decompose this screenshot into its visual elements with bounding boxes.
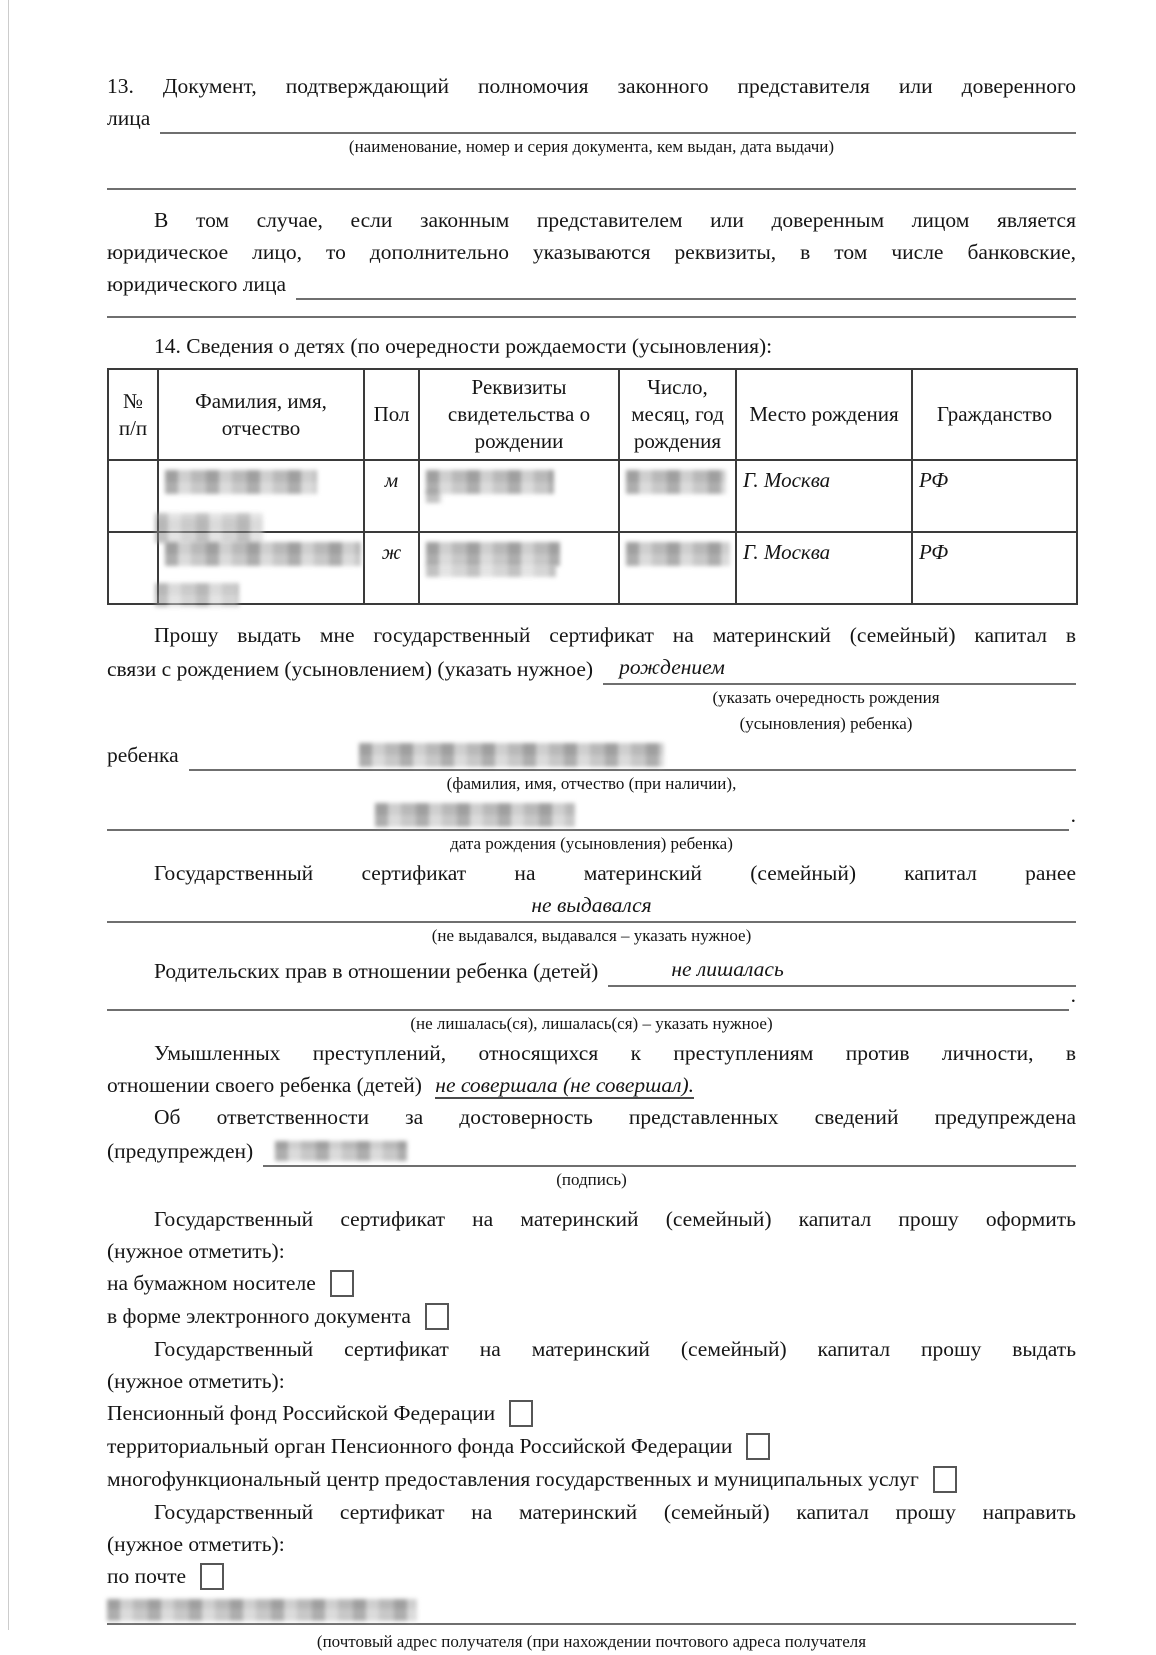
parental-rights-extra-line: [107, 983, 1076, 1011]
option-paper: [107, 1267, 1076, 1300]
request-line2: [107, 651, 1076, 685]
redacted-child2-date: [626, 542, 730, 566]
issue-form-line1: Государственный сертификат на материнский (семейный) капитал прошу оформить: [154, 1207, 1076, 1231]
col-number: № п/п: [108, 369, 158, 460]
redacted-child2-name-2: [155, 583, 239, 607]
redacted-child1-name: [165, 470, 317, 494]
option-mail-label: по почте: [107, 1564, 187, 1588]
redacted-child2-cert: [426, 542, 560, 566]
dob-line-period: .: [1070, 803, 1076, 827]
child-row-2: [108, 532, 1077, 604]
dob-caption: дата рождения (усыновления) ребенка): [450, 834, 733, 853]
redacted-child1-date: [626, 470, 726, 494]
col-fio: Фамилия, имя, отчество: [158, 369, 364, 460]
item13-line1: 13. Документ, подтверждающий полномочия законного представителя или доверенного: [107, 74, 1076, 98]
form-content: [107, 70, 1076, 1655]
row2-date-cell: [619, 532, 736, 604]
responsibility-line2: [107, 1133, 1076, 1167]
redacted-child1-cert: [426, 470, 554, 494]
child-dob-field[interactable]: [107, 797, 1069, 831]
row1-number-cell: [108, 460, 158, 532]
prior-cert-value: не выдавался: [531, 893, 652, 917]
option-mfc-label: многофункциональный центр предоставления государственных и муниципальных услуг: [107, 1467, 919, 1491]
row2-number-cell: [108, 532, 158, 604]
redacted-child-fio: [359, 743, 664, 767]
paper-checkbox[interactable]: [330, 1270, 354, 1297]
col-birth-date: Число, месяц, год рождения: [619, 369, 736, 460]
option-pfr-label: Пенсионный фонд Российской Федерации: [107, 1401, 496, 1425]
item14-title: 14. Сведения о детях (по очередности рождаемости (усыновления):: [154, 334, 773, 358]
option-mfc: [107, 1463, 1076, 1496]
item13-caption: (наименование, номер и серия документа, кем выдан, дата выдачи): [348, 137, 835, 156]
crimes-label: отношении своего ребенка (детей): [107, 1073, 422, 1097]
responsibility-line1: Об ответственности за достоверность представленных сведений предупреждена: [154, 1105, 1076, 1129]
order-caption-line1: (указать очередность рождения: [712, 688, 940, 707]
prior-cert-field[interactable]: [107, 889, 1076, 923]
row1-citizenship-cell: РФ: [912, 460, 1077, 532]
redacted-child1-cert-tail: [426, 491, 442, 503]
parental-rights-label: Родительских прав в отношении ребенка (детей): [154, 959, 599, 983]
responsibility-label: (предупрежден): [107, 1139, 254, 1163]
row1-date-cell: [619, 460, 736, 532]
crimes-line2: [107, 1069, 1076, 1101]
col-sex: Пол: [364, 369, 419, 460]
legal-line3: [107, 268, 1076, 300]
col-birthplace: Место рождения: [736, 369, 912, 460]
request-reason-field[interactable]: [603, 651, 1076, 685]
mail-checkbox[interactable]: [200, 1563, 224, 1590]
redacted-mail-address: [107, 1599, 417, 1621]
row2-birthplace-cell: Г. Москва: [736, 532, 912, 604]
redacted-signature: [275, 1141, 407, 1161]
order-caption-line2: (усыновления) ребенка): [739, 714, 913, 733]
row1-cert-cell: [419, 460, 619, 532]
issue-by-line2: (нужное отметить):: [107, 1369, 285, 1393]
territorial-checkbox[interactable]: [746, 1433, 770, 1460]
children-table: [107, 368, 1078, 605]
redacted-child2-name: [165, 542, 361, 566]
prior-cert-line1: Государственный сертификат на материнский (семейный) капитал ранее: [154, 861, 1076, 885]
option-electronic-label: в форме электронного документа: [107, 1304, 411, 1328]
row1-sex-cell: м: [364, 460, 419, 532]
scan-edge-line: [8, 0, 9, 1630]
child-name-field[interactable]: [189, 737, 1076, 771]
mfc-checkbox[interactable]: [933, 1466, 957, 1493]
pfr-checkbox[interactable]: [509, 1400, 533, 1427]
redacted-child-dob: [375, 803, 575, 827]
row2-cert-cell: [419, 532, 619, 604]
parental-rights-caption: (не лишалась(ся), лишалась(ся) – указать нужное): [410, 1014, 773, 1033]
parental-rights-extra-field[interactable]: [107, 995, 1069, 1011]
order-caption: [596, 685, 1056, 737]
legal-line2: юридическое лицо, то дополнительно указываются реквизиты, в том числе банковские,: [107, 240, 1076, 264]
option-territorial: [107, 1430, 1076, 1463]
parental-rights-line: [107, 953, 1076, 987]
signature-caption: (подпись): [556, 1170, 627, 1189]
crimes-value: не совершала (не совершал).: [435, 1073, 695, 1097]
crimes-line1: Умышленных преступлений, относящихся к преступлениям против личности, в: [154, 1041, 1076, 1065]
mail-address-caption: (почтовый адрес получателя (при нахождении почтового адреса получателя: [316, 1632, 867, 1651]
parental-rights-value: не лишалась: [671, 957, 784, 981]
child-label: ребенка: [107, 743, 179, 767]
option-electronic: [107, 1300, 1076, 1333]
legal-line1: В том случае, если законным представителем или доверенным лицом является: [154, 208, 1076, 232]
item13-blank-field[interactable]: [160, 102, 1076, 134]
request-label: связи с рождением (усыновлением) (указать нужное): [107, 657, 594, 681]
row2-fio-cell: [158, 532, 364, 604]
fio-caption: (фамилия, имя, отчество (при наличии),: [446, 774, 737, 793]
col-birth-cert: Реквизиты свидетельства о рождении: [419, 369, 619, 460]
children-table-header-row: [108, 369, 1077, 460]
item13-line2: [107, 102, 1076, 134]
col-citizenship: Гражданство: [912, 369, 1077, 460]
prior-cert-caption: (не выдавался, выдавался – указать нужное): [431, 926, 752, 945]
child-name-line: [107, 737, 1076, 771]
redacted-child2-cert-tail: [426, 565, 556, 577]
option-mail: [107, 1560, 1076, 1593]
request-line1: Прошу выдать мне государственный сертификат на материнский (семейный) капитал в: [154, 623, 1076, 647]
row1-fio-cell: [158, 460, 364, 532]
option-paper-label: на бумажном носителе: [107, 1271, 316, 1295]
electronic-checkbox[interactable]: [425, 1303, 449, 1330]
mail-address-field[interactable]: [107, 1597, 1076, 1625]
issue-form-line2: (нужное отметить):: [107, 1239, 285, 1263]
option-territorial-label: территориальный орган Пенсионного фонда Российской Федерации: [107, 1434, 733, 1458]
legal-label: юридического лица: [107, 272, 286, 296]
signature-field[interactable]: [263, 1133, 1076, 1167]
item13-label: лица: [107, 106, 151, 130]
request-reason-value: рождением: [619, 655, 725, 679]
legal-blank-field[interactable]: [296, 268, 1076, 300]
row2-sex-cell: ж: [364, 532, 419, 604]
rights-line-period: .: [1070, 983, 1076, 1007]
issue-by-line1: Государственный сертификат на материнский (семейный) капитал прошу выдать: [154, 1337, 1076, 1361]
option-pfr: [107, 1397, 1076, 1430]
child-row-1: [108, 460, 1077, 532]
send-line1: Государственный сертификат на материнский (семейный) капитал прошу направить: [154, 1500, 1076, 1524]
child-dob-line: [107, 797, 1076, 831]
send-line2: (нужное отметить):: [107, 1532, 285, 1556]
legal-extra-blank-field[interactable]: [107, 304, 1076, 318]
row2-citizenship-cell: РФ: [912, 532, 1077, 604]
item13-extra-blank-field[interactable]: [107, 176, 1076, 190]
row1-birthplace-cell: Г. Москва: [736, 460, 912, 532]
parental-rights-field[interactable]: [608, 953, 1076, 987]
